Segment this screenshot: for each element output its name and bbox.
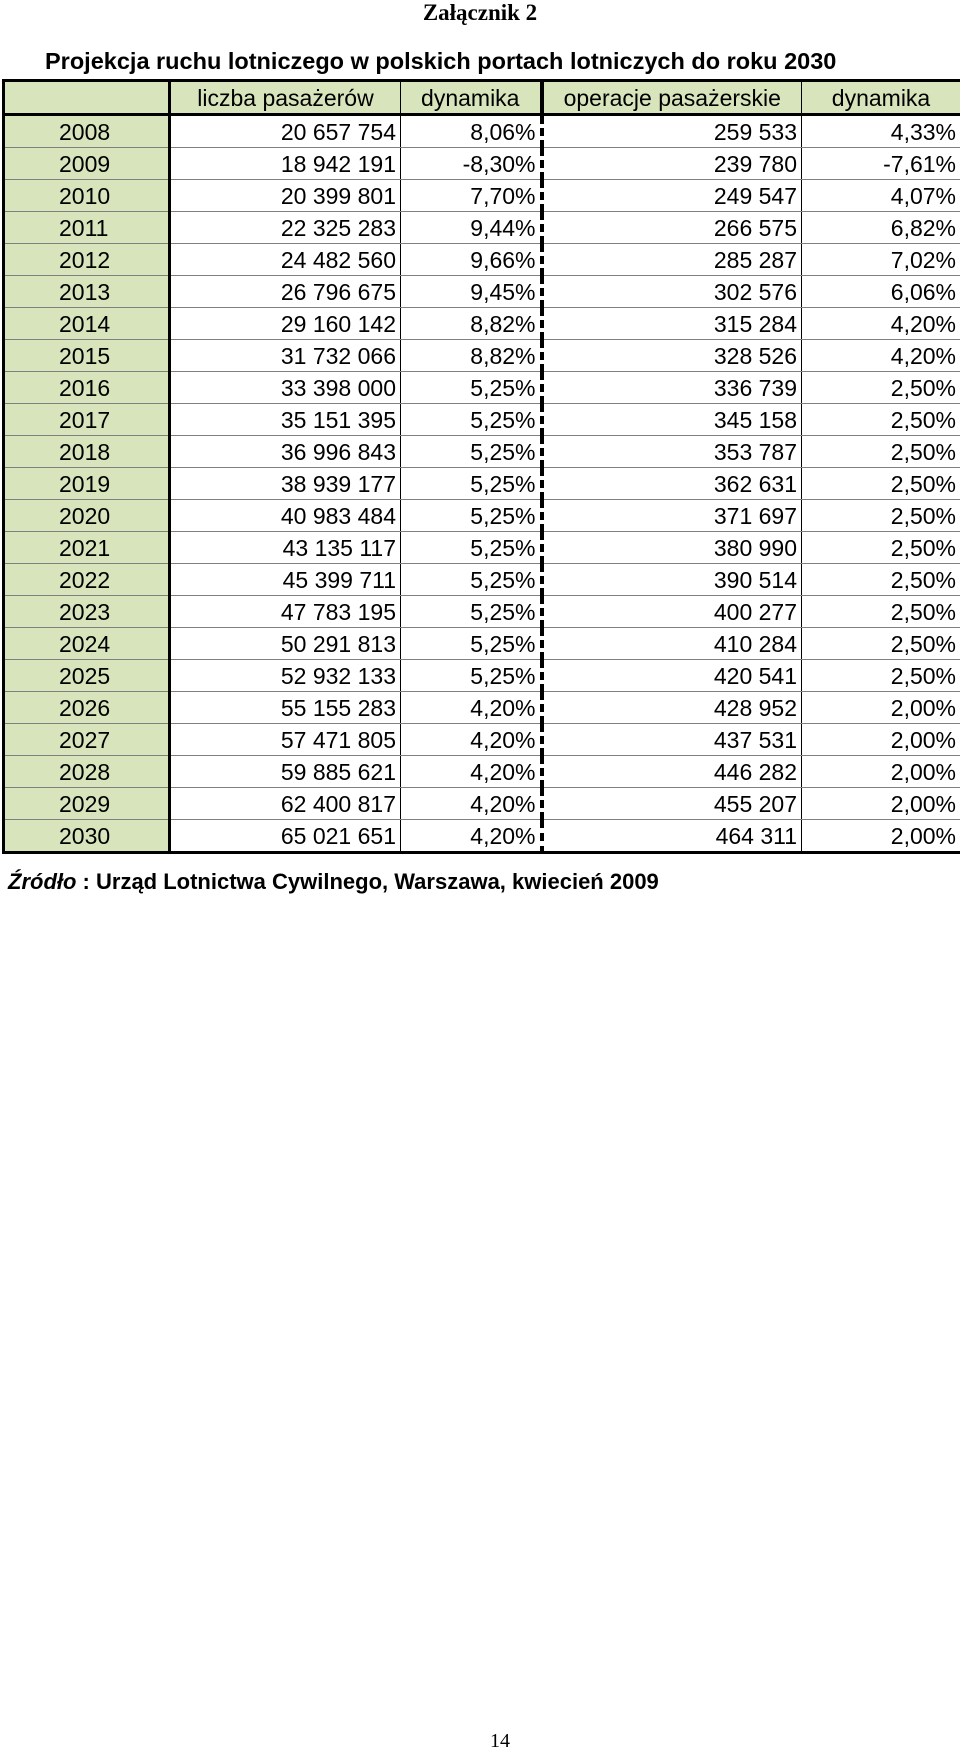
cell-passengers: 35 151 395 (170, 404, 401, 436)
cell-passenger-dynamics: 8,06% (401, 115, 542, 148)
cell-passengers: 38 939 177 (170, 468, 401, 500)
cell-passenger-dynamics: 5,25% (401, 532, 542, 564)
cell-operations: 380 990 (542, 532, 802, 564)
cell-passenger-dynamics: 4,20% (401, 756, 542, 788)
cell-passengers: 20 657 754 (170, 115, 401, 148)
cell-operations: 371 697 (542, 500, 802, 532)
table-row (4, 308, 960, 340)
cell-operations-dynamics: -7,61% (802, 148, 960, 180)
cell-operations-dynamics: 2,00% (802, 820, 960, 853)
cell-year: 2008 (4, 115, 170, 148)
cell-passenger-dynamics: 8,82% (401, 340, 542, 372)
cell-passengers: 22 325 283 (170, 212, 401, 244)
table-row (4, 115, 960, 148)
cell-operations-dynamics: 6,82% (802, 212, 960, 244)
cell-operations: 239 780 (542, 148, 802, 180)
table-row (4, 692, 960, 724)
cell-operations: 302 576 (542, 276, 802, 308)
header-cell-passengers: liczba pasażerów (170, 81, 401, 115)
cell-operations: 266 575 (542, 212, 802, 244)
page-number: 14 (490, 1730, 510, 1752)
cell-operations-dynamics: 2,50% (802, 628, 960, 660)
cell-passengers: 50 291 813 (170, 628, 401, 660)
cell-year: 2011 (4, 212, 170, 244)
cell-passengers: 40 983 484 (170, 500, 401, 532)
cell-passengers: 33 398 000 (170, 372, 401, 404)
header-cell-year (4, 81, 170, 115)
cell-operations: 410 284 (542, 628, 802, 660)
page-heading: Załącznik 2 (422, 0, 538, 25)
cell-passengers: 59 885 621 (170, 756, 401, 788)
table-row (4, 244, 960, 276)
cell-operations: 285 287 (542, 244, 802, 276)
cell-year: 2026 (4, 692, 170, 724)
cell-passenger-dynamics: 5,25% (401, 500, 542, 532)
cell-operations: 428 952 (542, 692, 802, 724)
table-row (4, 724, 960, 756)
cell-passenger-dynamics: 8,82% (401, 308, 542, 340)
table-row (4, 756, 960, 788)
cell-passenger-dynamics: 9,66% (401, 244, 542, 276)
cell-passenger-dynamics: 4,20% (401, 724, 542, 756)
cell-passenger-dynamics: 5,25% (401, 468, 542, 500)
table-row (4, 340, 960, 372)
cell-year: 2019 (4, 468, 170, 500)
cell-year: 2024 (4, 628, 170, 660)
cell-passenger-dynamics: 9,45% (401, 276, 542, 308)
table-row (4, 276, 960, 308)
cell-operations-dynamics: 2,50% (802, 596, 960, 628)
cell-operations: 259 533 (542, 115, 802, 148)
cell-operations-dynamics: 2,00% (802, 692, 960, 724)
cell-operations: 420 541 (542, 660, 802, 692)
cell-passenger-dynamics: 4,20% (401, 820, 542, 853)
cell-year: 2023 (4, 596, 170, 628)
cell-passenger-dynamics: 5,25% (401, 628, 542, 660)
source-note (8, 868, 659, 896)
cell-passengers: 18 942 191 (170, 148, 401, 180)
table-row (4, 500, 960, 532)
traffic-projection-table (2, 79, 960, 854)
cell-year: 2021 (4, 532, 170, 564)
table-row (4, 372, 960, 404)
table-header (4, 81, 960, 115)
table-row (4, 660, 960, 692)
cell-operations: 455 207 (542, 788, 802, 820)
table-body (4, 115, 960, 853)
cell-operations: 345 158 (542, 404, 802, 436)
cell-operations-dynamics: 2,00% (802, 756, 960, 788)
table-row (4, 212, 960, 244)
cell-passenger-dynamics: 4,20% (401, 788, 542, 820)
cell-operations-dynamics: 2,50% (802, 532, 960, 564)
cell-operations: 400 277 (542, 596, 802, 628)
cell-year: 2013 (4, 276, 170, 308)
cell-passenger-dynamics: 5,25% (401, 660, 542, 692)
cell-year: 2027 (4, 724, 170, 756)
header-cell-operations-dynamics: dynamika (802, 81, 960, 115)
table-row (4, 180, 960, 212)
cell-operations-dynamics: 4,20% (802, 340, 960, 372)
cell-passenger-dynamics: 5,25% (401, 596, 542, 628)
cell-year: 2025 (4, 660, 170, 692)
cell-operations: 390 514 (542, 564, 802, 596)
cell-passenger-dynamics: 4,20% (401, 692, 542, 724)
cell-operations-dynamics: 4,07% (802, 180, 960, 212)
cell-passenger-dynamics: -8,30% (401, 148, 542, 180)
cell-operations-dynamics: 2,00% (802, 724, 960, 756)
source-label: Źródło (8, 869, 77, 894)
cell-year: 2020 (4, 500, 170, 532)
cell-passengers: 29 160 142 (170, 308, 401, 340)
cell-operations: 315 284 (542, 308, 802, 340)
table-title: Projekcja ruchu lotniczego w polskich portach lotniczych do roku 2030 (45, 48, 837, 74)
header-cell-operations: operacje pasażerskie (542, 81, 802, 115)
cell-passenger-dynamics: 5,25% (401, 564, 542, 596)
cell-operations-dynamics: 2,50% (802, 372, 960, 404)
cell-passengers: 62 400 817 (170, 788, 401, 820)
cell-passenger-dynamics: 5,25% (401, 404, 542, 436)
cell-operations-dynamics: 7,02% (802, 244, 960, 276)
cell-operations: 336 739 (542, 372, 802, 404)
table-row (4, 596, 960, 628)
cell-passengers: 47 783 195 (170, 596, 401, 628)
cell-operations-dynamics: 4,20% (802, 308, 960, 340)
cell-operations: 464 311 (542, 820, 802, 853)
cell-passengers: 20 399 801 (170, 180, 401, 212)
cell-passengers: 45 399 711 (170, 564, 401, 596)
cell-operations: 328 526 (542, 340, 802, 372)
cell-year: 2022 (4, 564, 170, 596)
cell-passengers: 43 135 117 (170, 532, 401, 564)
cell-operations: 249 547 (542, 180, 802, 212)
cell-year: 2009 (4, 148, 170, 180)
cell-year: 2018 (4, 436, 170, 468)
table-row (4, 148, 960, 180)
cell-year: 2030 (4, 820, 170, 853)
cell-operations-dynamics: 2,50% (802, 500, 960, 532)
header-row (4, 81, 960, 115)
table-row (4, 532, 960, 564)
cell-operations: 446 282 (542, 756, 802, 788)
cell-year: 2012 (4, 244, 170, 276)
cell-passengers: 57 471 805 (170, 724, 401, 756)
table-row (4, 788, 960, 820)
cell-passengers: 26 796 675 (170, 276, 401, 308)
cell-passenger-dynamics: 5,25% (401, 372, 542, 404)
cell-passengers: 65 021 651 (170, 820, 401, 853)
cell-year: 2016 (4, 372, 170, 404)
cell-passengers: 31 732 066 (170, 340, 401, 372)
cell-year: 2014 (4, 308, 170, 340)
cell-passenger-dynamics: 5,25% (401, 436, 542, 468)
cell-operations-dynamics: 6,06% (802, 276, 960, 308)
cell-operations: 437 531 (542, 724, 802, 756)
cell-operations-dynamics: 2,50% (802, 436, 960, 468)
cell-year: 2010 (4, 180, 170, 212)
cell-passengers: 52 932 133 (170, 660, 401, 692)
table-row (4, 564, 960, 596)
cell-operations-dynamics: 2,50% (802, 404, 960, 436)
cell-passenger-dynamics: 9,44% (401, 212, 542, 244)
cell-operations-dynamics: 2,50% (802, 468, 960, 500)
table-row (4, 468, 960, 500)
table-row (4, 820, 960, 853)
cell-passengers: 36 996 843 (170, 436, 401, 468)
cell-operations: 362 631 (542, 468, 802, 500)
cell-operations-dynamics: 2,00% (802, 788, 960, 820)
header-cell-passenger-dynamics: dynamika (401, 81, 542, 115)
cell-passengers: 24 482 560 (170, 244, 401, 276)
cell-passenger-dynamics: 7,70% (401, 180, 542, 212)
cell-operations-dynamics: 4,33% (802, 115, 960, 148)
cell-year: 2015 (4, 340, 170, 372)
cell-passengers: 55 155 283 (170, 692, 401, 724)
cell-operations-dynamics: 2,50% (802, 564, 960, 596)
cell-operations: 353 787 (542, 436, 802, 468)
table-row (4, 436, 960, 468)
source-text: : Urząd Lotnictwa Cywilnego, Warszawa, kwiecień 2009 (76, 869, 659, 894)
cell-year: 2017 (4, 404, 170, 436)
table-row (4, 404, 960, 436)
cell-year: 2028 (4, 756, 170, 788)
cell-operations-dynamics: 2,50% (802, 660, 960, 692)
cell-year: 2029 (4, 788, 170, 820)
table-row (4, 628, 960, 660)
